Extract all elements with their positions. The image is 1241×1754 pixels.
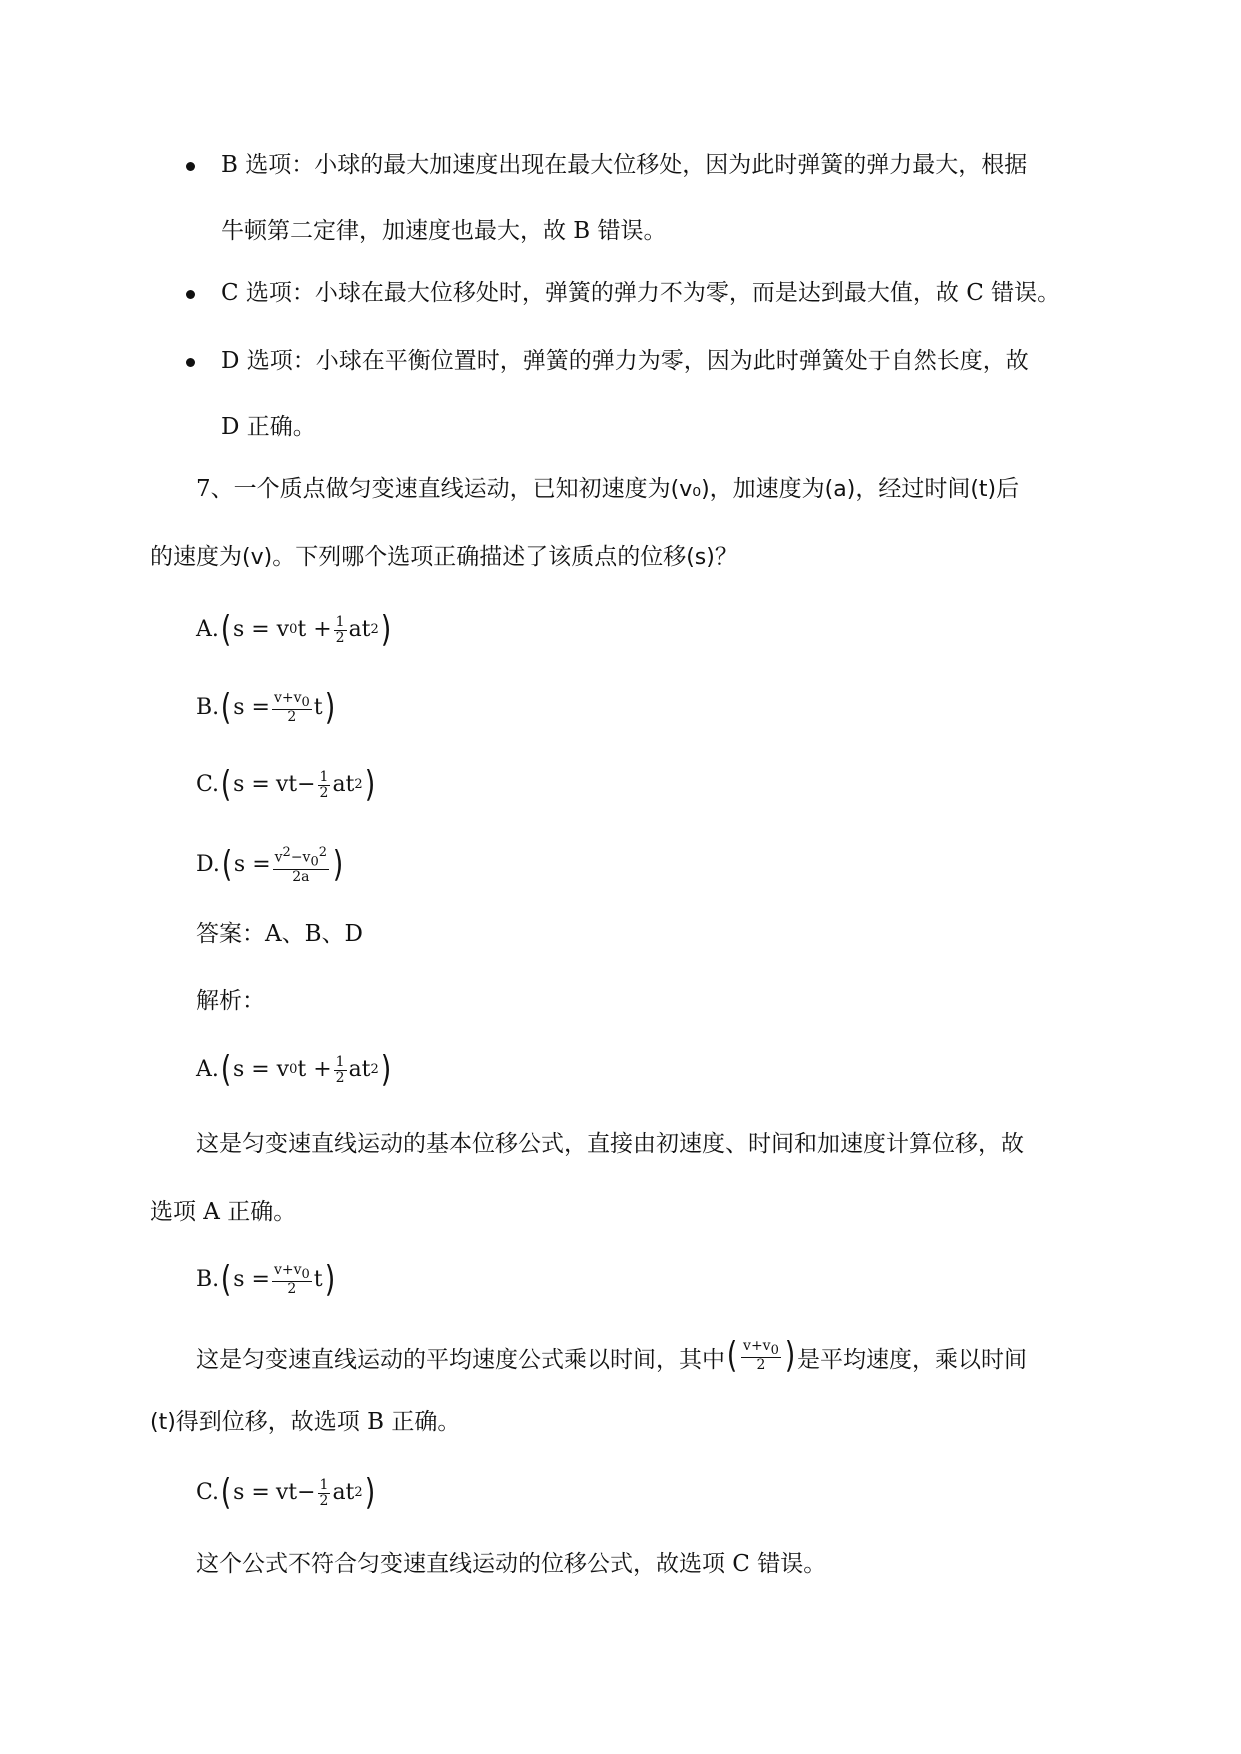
bullet-b-line1: B 选项：小球的最大加速度出现在最大位移处，因为此时弹簧的弹力最大，根据 — [221, 152, 1028, 178]
bullet-c-line1: C 选项：小球在最大位移处时，弹簧的弹力不为零，而是达到最大值，故 C 错误。 — [221, 280, 1061, 306]
explanation-b-line2: (t)得到位移，故选项 B 正确。 — [150, 1409, 461, 1435]
symbol-a: (a) — [824, 477, 856, 502]
analysis-formula-c: C. ( s = vt− $\frac{1}{2}$ at 2 ) — [196, 1472, 375, 1513]
symbol-t: (t) — [970, 477, 997, 502]
bullet-b-line2: 牛顿第二定律，加速度也最大，故 B 错误。 — [221, 218, 667, 244]
answer: 答案：A、B、D — [196, 921, 363, 947]
option-c: C. ( s = vt− $\frac{1}{2}$ at 2 ) — [196, 764, 375, 805]
bullet-dot — [186, 162, 195, 171]
analysis-formula-b: B. ( s = $\frac{v+v_0}{2}$ t ) — [196, 1259, 335, 1300]
explanation-a-line1: 这是匀变速直线运动的基本位移公式，直接由初速度、时间和加速度计算位移，故 — [196, 1131, 1024, 1157]
explanation-a-line2: 选项 A 正确。 — [150, 1199, 297, 1225]
symbol-v0: (v₀) — [670, 477, 710, 502]
option-d: D. ( s = $\frac{v^2-v_0^2}{2a}$ ) — [196, 844, 344, 886]
bullet-d-line2: D 正确。 — [221, 414, 316, 440]
option-b: B. ( s = $\frac{v+v_0}{2}$ t ) — [196, 687, 335, 728]
option-a: A. ( s = v 0 t + $\frac{1}{2}$ at 2 ) — [196, 609, 392, 650]
analysis-label: 解析： — [196, 988, 265, 1014]
symbol-v: (v) — [242, 545, 273, 570]
analysis-formula-a: A. ( s = v 0 t + $\frac{1}{2}$ at 2 ) — [196, 1049, 392, 1090]
question-line1: 7、一个质点做匀变速直线运动，已知初速度为(v₀)，加速度为(a)，经过时间(t)后 — [196, 476, 1020, 502]
bullet-d-line1: D 选项：小球在平衡位置时，弹簧的弹力为零，因为此时弹簧处于自然长度，故 — [221, 348, 1029, 374]
question-line2: 的速度为(v)。下列哪个选项正确描述了该质点的位移(s)？ — [150, 544, 738, 570]
bullet-dot — [186, 358, 195, 367]
symbol-s: (s) — [686, 545, 715, 570]
explanation-b-line1: 这是匀变速直线运动的平均速度公式乘以时间，其中 ( $\frac{v+v_0}{2}$ ) 是平均速度，乘以时间 — [196, 1335, 1027, 1376]
explanation-c-line1: 这个公式不符合匀变速直线运动的位移公式，故选项 C 错误。 — [196, 1551, 827, 1577]
bullet-dot — [186, 290, 195, 299]
